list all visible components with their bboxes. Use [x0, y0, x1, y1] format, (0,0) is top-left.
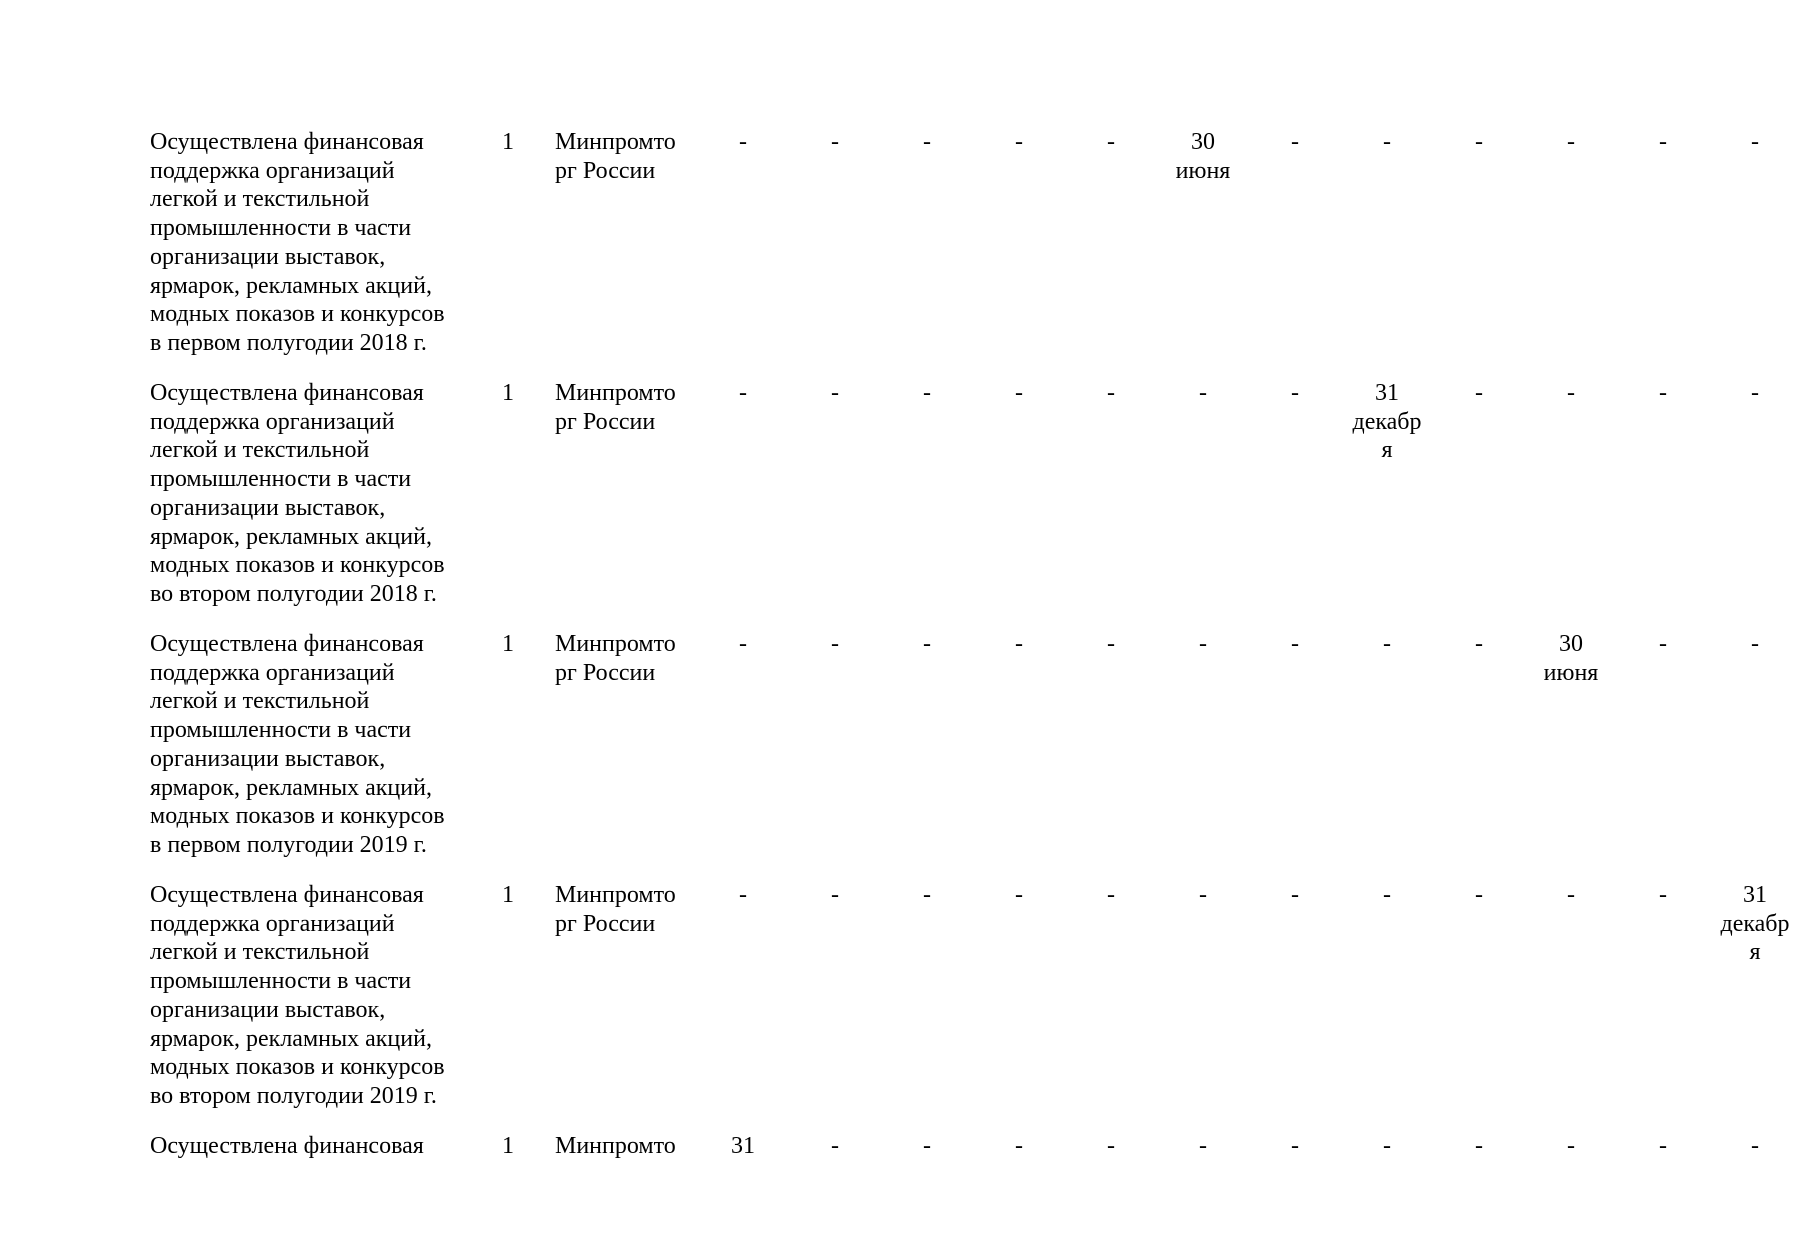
table-cell: -: [1751, 1133, 1759, 1159]
table-cell: -: [1659, 380, 1667, 406]
row-description: Осуществлена финансовая поддержка организаций легкой и текстильной промышленности в части организации выставок, ярмарок, рекламных акций, модных показов и конкурсов во втором полугодии 2019 г.: [150, 882, 445, 1109]
table-cell: -: [831, 129, 839, 155]
table-cell: -: [739, 380, 747, 406]
row-number: 1: [502, 631, 514, 657]
table-cell: -: [1475, 1133, 1483, 1159]
table-cell: 31 декабр я: [1352, 380, 1422, 464]
row-organization: Минпромто рг России: [555, 380, 676, 435]
table-cell: -: [1567, 380, 1575, 406]
table-cell: -: [1383, 631, 1391, 657]
table-cell: -: [739, 129, 747, 155]
table-cell: -: [831, 380, 839, 406]
table-cell: -: [1751, 129, 1759, 155]
row-number: 1: [502, 129, 514, 155]
table-cell: -: [1107, 1133, 1115, 1159]
row-organization: Минпромто рг России: [555, 882, 676, 937]
table-cell: -: [1383, 1133, 1391, 1159]
table-cell: -: [1107, 380, 1115, 406]
table-cell: -: [1567, 1133, 1575, 1159]
table-cell: -: [1475, 631, 1483, 657]
table-cell: -: [923, 380, 931, 406]
table-cell: -: [1383, 129, 1391, 155]
row-description: Осуществлена финансовая поддержка организаций легкой и текстильной промышленности в части организации выставок, ярмарок, рекламных акций, модных показов и конкурсов во втором полугодии 2018 г.: [150, 380, 445, 607]
table-cell: -: [1015, 129, 1023, 155]
table-cell: -: [1015, 631, 1023, 657]
table-cell: -: [1659, 631, 1667, 657]
table-cell: -: [1291, 882, 1299, 908]
row-description: Осуществлена финансовая поддержка организаций легкой и текстильной промышленности в части организации выставок, ярмарок, рекламных акций, модных показов и конкурсов в первом полугодии 2018 г.: [150, 129, 445, 356]
table-cell: 30 июня: [1543, 631, 1599, 686]
table-cell: -: [1015, 882, 1023, 908]
table-cell: -: [1659, 882, 1667, 908]
table-cell: -: [1015, 1133, 1023, 1159]
table-cell: -: [1107, 129, 1115, 155]
table-cell: -: [739, 631, 747, 657]
row-organization: Минпромто рг России: [555, 129, 676, 184]
table-cell: 31: [731, 1133, 755, 1159]
table-cell: -: [739, 882, 747, 908]
table-cell: -: [1567, 129, 1575, 155]
table-cell: 30 июня: [1175, 129, 1231, 184]
table-cell: -: [1199, 1133, 1207, 1159]
table-cell: -: [1567, 882, 1575, 908]
table-cell: -: [1383, 882, 1391, 908]
table-cell: -: [831, 631, 839, 657]
row-number: 1: [502, 882, 514, 908]
row-number: 1: [502, 380, 514, 406]
row-description: Осуществлена финансовая поддержка организаций легкой и текстильной промышленности в части организации выставок, ярмарок, рекламных акций, модных показов и конкурсов в первом полугодии 2019 г.: [150, 631, 445, 858]
row-organization: Минпромто: [555, 1133, 676, 1159]
table-cell: -: [923, 882, 931, 908]
table-cell: -: [831, 1133, 839, 1159]
table-cell: -: [923, 631, 931, 657]
row-description: Осуществлена финансовая: [150, 1133, 424, 1159]
table-cell: -: [923, 129, 931, 155]
table-cell: -: [831, 882, 839, 908]
table-cell: -: [1199, 380, 1207, 406]
table-cell: -: [1659, 129, 1667, 155]
table-cell: -: [1199, 882, 1207, 908]
table-cell: -: [1107, 882, 1115, 908]
table-cell: 31 декабр я: [1720, 882, 1790, 966]
table-cell: -: [923, 1133, 931, 1159]
table-cell: -: [1291, 129, 1299, 155]
table-cell: -: [1475, 129, 1483, 155]
table-cell: -: [1751, 631, 1759, 657]
table-cell: -: [1475, 380, 1483, 406]
table-cell: -: [1751, 380, 1759, 406]
table-cell: -: [1659, 1133, 1667, 1159]
table-cell: -: [1199, 631, 1207, 657]
table-cell: -: [1107, 631, 1115, 657]
table-cell: -: [1291, 380, 1299, 406]
row-number: 1: [502, 1133, 514, 1159]
table-cell: -: [1291, 1133, 1299, 1159]
row-organization: Минпромто рг России: [555, 631, 676, 686]
table-cell: -: [1291, 631, 1299, 657]
table-cell: -: [1475, 882, 1483, 908]
table-cell: -: [1015, 380, 1023, 406]
